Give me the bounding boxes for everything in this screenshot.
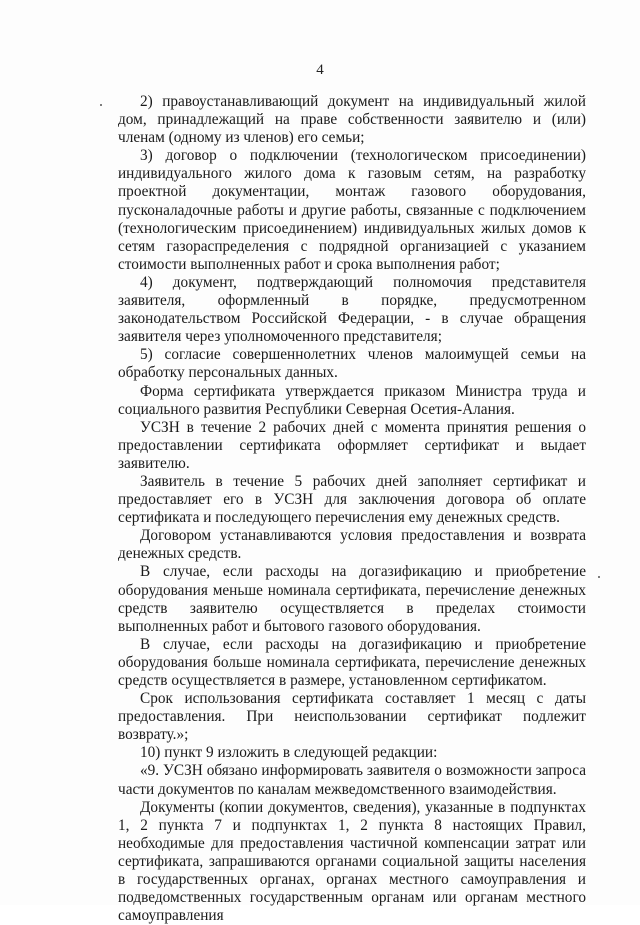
paragraph-applicant-fills: Заявитель в течение 5 рабочих дней заполняет сертификат и предоставляет его в УСЗН для заключения договора об оплате сертификата и последующего перечисления ему денежных средств. bbox=[118, 472, 586, 527]
paragraph-item-5: 5) согласие совершеннолетних членов малоимущей семьи на обработку персональных данных. bbox=[118, 346, 586, 382]
paragraph-uszn-issue: УСЗН в течение 2 рабочих дней с момента принятия решения о предоставлении сертификата оформляет сертификат и выдает заявителю. bbox=[118, 418, 586, 472]
paragraph-item-9-new: «9. УСЗН обязано информировать заявителя о возможности запроса части документов по каналам межведомственного взаимодействия. bbox=[118, 762, 586, 798]
paragraph-item-3: 3) договор о подключении (технологическом присоединении) индивидуального жилого дома к газовым сетям, на разработку проектной документации, монтаж газового оборудования, пусконаладочные работы и другие работы, связанные с подключением (технологическим присоединением) индивидуальных жилых домов к сетям газораспределения с подрядной организацией с указанием стоимости выполненных работ и срока выполнения работ; bbox=[118, 147, 586, 273]
paragraph-item-10: 10) пункт 9 изложить в следующей редакции: bbox=[140, 744, 438, 762]
paragraph-validity-period: Срок использования сертификата составляет 1 месяц с даты предоставления. При неиспользовании сертификат подлежит возврату.»; bbox=[118, 690, 586, 744]
paragraph-item-2: 2) правоустанавливающий документ на индивидуальный жилой дом, принадлежащий на праве собственности заявителю и (или) членам (одному из членов) его семьи; bbox=[118, 93, 586, 147]
paragraph-costs-lower: В случае, если расходы на догазификацию и приобретение оборудования меньше номинала сертификата, перечисление денежных средств заявителю осуществляется в пределах стоимости выполненных работ и бытового газового оборудования. bbox=[118, 563, 586, 635]
paragraph-item-4: 4) документ, подтверждающий полномочия представителя заявителя, оформленный в порядке, предусмотренном законодательством Российской Федерации, - в случае обращения заявителя через уполномоченного представителя; bbox=[118, 273, 586, 346]
scan-speck-mark bbox=[100, 104, 102, 106]
paragraph-contract-terms: Договором устанавливаются условия предоставления и возврата денежных средств. bbox=[118, 527, 586, 563]
document-body bbox=[118, 93, 586, 925]
page-number: 4 bbox=[316, 62, 324, 78]
paragraph-costs-higher: В случае, если расходы на догазификацию и приобретение оборудования больше номинала сертификата, перечисление денежных средств осуществляется в размере, установленном сертификатом. bbox=[118, 635, 586, 689]
paragraph-documents-requested: Документы (копии документов, сведения), указанные в подпунктах 1, 2 пункта 7 и подпунктах 1, 2 пункта 8 настоящих Правил, необходимые для предоставления частичной компенсации затрат или сертификата, запрашиваются органами социальной защиты населения в государственных органах, органах местного самоуправления и подведомственных государственным органам или органам местного самоуправления bbox=[118, 798, 586, 925]
paragraph-certificate-form: Форма сертификата утверждается приказом Министра труда и социального развития Республики Северная Осетия-Алания. bbox=[118, 382, 586, 418]
scan-speck-mark bbox=[598, 576, 600, 578]
